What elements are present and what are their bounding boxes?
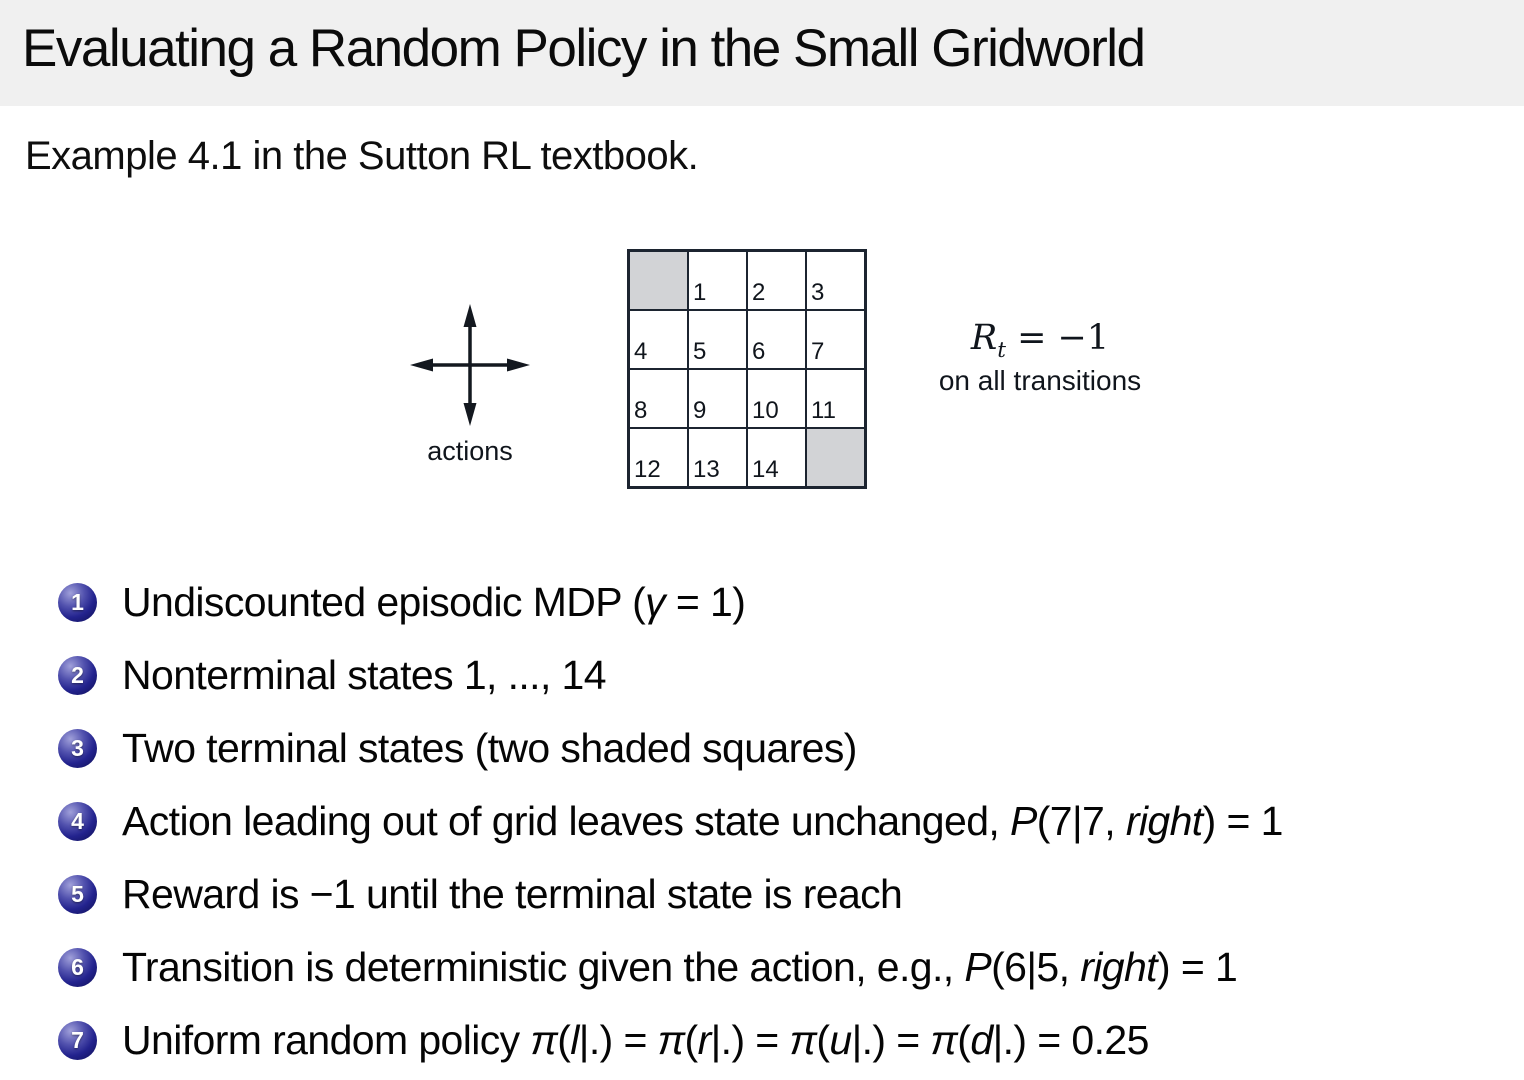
grid-cell-label: 14: [752, 456, 779, 483]
item-text: Action leading out of grid leaves state unchanged, P(7|7, right) = 1: [122, 798, 1283, 844]
grid-cell-label: 12: [634, 456, 661, 483]
item-number-badge: 5: [58, 875, 97, 914]
grid-cell-label: 6: [752, 338, 766, 365]
grid-cell-14: [747, 428, 806, 487]
item-text: Reward is −1 until the terminal state is reach: [122, 871, 903, 917]
item-number-badge: 3: [58, 729, 97, 768]
list-item-3: [58, 712, 1283, 785]
grid-cell-6: [747, 310, 806, 369]
grid-cell-12: [629, 428, 688, 487]
grid-cell-4: [629, 310, 688, 369]
grid-cell-1: [688, 251, 747, 310]
actions-diagram: [404, 300, 536, 467]
actions-label: actions: [427, 436, 513, 466]
grid-cell-11: [806, 369, 865, 428]
list-item-5: [58, 858, 1283, 931]
grid-cell-label: 7: [811, 338, 825, 365]
item-text: Nonterminal states 1, ..., 14: [122, 652, 606, 698]
item-number-badge: 4: [58, 802, 97, 841]
reward-value: = −1: [1005, 318, 1110, 358]
grid-cell-10: [747, 369, 806, 428]
reward-annotation: [915, 318, 1165, 397]
gridworld-grid: [627, 249, 867, 489]
grid-cell-8: [629, 369, 688, 428]
grid-cell-label: 4: [634, 338, 648, 365]
grid-cell-terminal: [806, 428, 865, 487]
item-number-badge: 2: [58, 656, 97, 695]
reward-subscript: t: [997, 338, 1006, 363]
item-text: Two terminal states (two shaded squares): [122, 725, 857, 771]
grid-cell-label: 3: [811, 279, 825, 306]
grid-cell-2: [747, 251, 806, 310]
grid-cell-label: 2: [752, 279, 766, 306]
item-text: Transition is deterministic given the action, e.g., P(6|5, right) = 1: [122, 944, 1238, 990]
grid-cell-terminal: [629, 251, 688, 310]
page-title: Evaluating a Random Policy in the Small Gridworld: [22, 19, 1145, 78]
list-item-6: [58, 931, 1283, 1004]
item-text: Undiscounted episodic MDP (γ = 1): [122, 579, 746, 625]
slide-title-bar: [0, 0, 1524, 106]
list-item-2: [58, 639, 1283, 712]
grid-cell-label: 10: [752, 397, 779, 424]
grid-cell-5: [688, 310, 747, 369]
grid-cell-label: 1: [693, 279, 707, 306]
bullet-list: [58, 566, 1283, 1077]
grid-cell-13: [688, 428, 747, 487]
item-number-badge: 7: [58, 1021, 97, 1060]
grid-cell-7: [806, 310, 865, 369]
grid-cell-label: 13: [693, 456, 720, 483]
slide-subtitle: Example 4.1 in the Sutton RL textbook.: [25, 134, 699, 178]
grid-cell-3: [806, 251, 865, 310]
list-item-4: [58, 785, 1283, 858]
grid-cell-label: 8: [634, 397, 648, 424]
grid-cell-9: [688, 369, 747, 428]
reward-var: R: [970, 318, 998, 358]
grid-cell-label: 5: [693, 338, 707, 365]
item-number-badge: 1: [58, 583, 97, 622]
grid-cell-label: 9: [693, 397, 707, 424]
grid-cell-label: 11: [811, 397, 836, 424]
actions-cross-icon: [408, 300, 532, 432]
item-text: Uniform random policy π(l|.) = π(r|.) = π(u|.) = π(d|.) = 0.25: [122, 1017, 1149, 1063]
item-number-badge: 6: [58, 948, 97, 987]
list-item-1: [58, 566, 1283, 639]
reward-caption: on all transitions: [938, 365, 1142, 396]
reward-formula: [915, 318, 1165, 363]
list-item-7: [58, 1004, 1283, 1077]
